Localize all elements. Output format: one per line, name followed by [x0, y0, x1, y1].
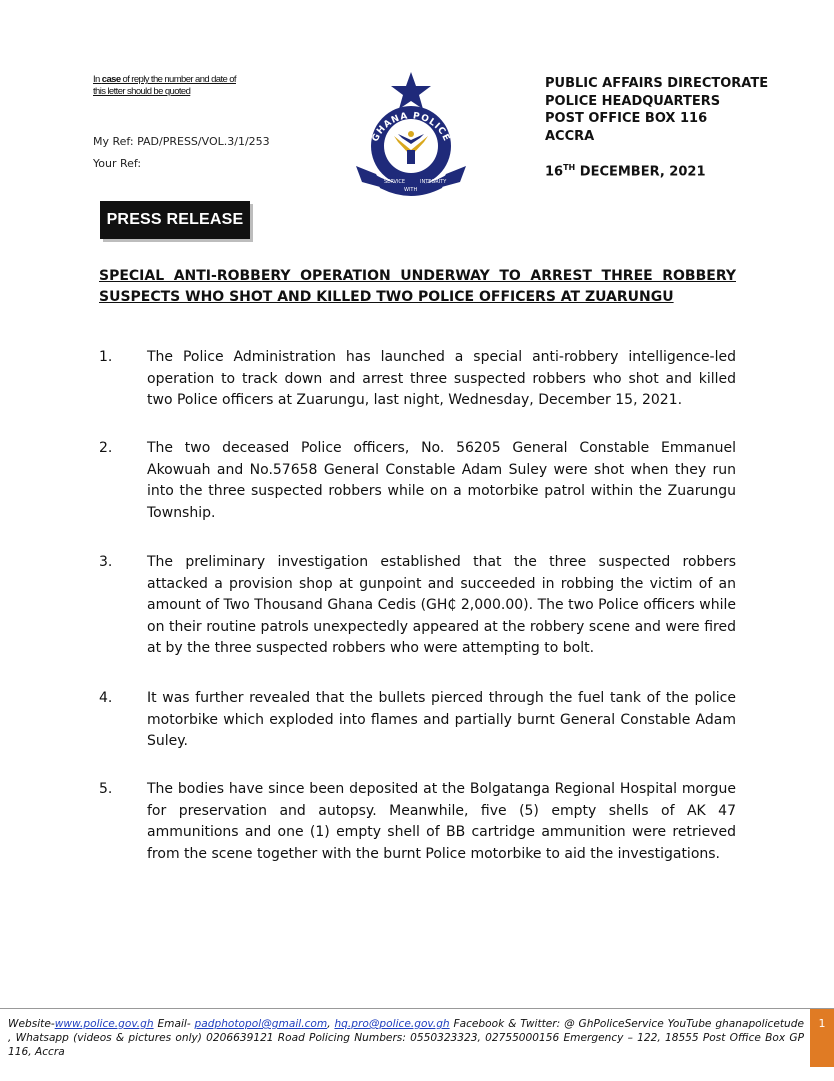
svg-text:SERVICE: SERVICE — [384, 179, 406, 185]
svg-text:GHANA POLICE: GHANA POLICE — [370, 111, 452, 144]
svg-text:WITH: WITH — [404, 187, 418, 193]
email-link-padphotopol[interactable]: padphotopol@gmail.com — [194, 1018, 328, 1030]
paragraph-text: The two deceased Police officers, No. 56205 General Constable Emmanuel Akowuah and No.57658 General Constable Adam Suley were shot when they run into the three suspected robbers while on a motorbike patrol within the Zuarungu Township. — [147, 440, 736, 521]
paragraph-2 — [99, 438, 736, 524]
address-line: ACCRA — [545, 128, 595, 144]
paragraph-text: The Police Administration has launched a special anti-robbery intelligence-led operation to track down and arrest three suspected robbers who shot and killed two Police officers at Zuarungu, last night, Wednesday, December 15, 2021. — [147, 349, 736, 409]
paragraph-text: It was further revealed that the bullets pierced through the fuel tank of the police motorbike which exploded into flames and partially burnt General Constable Adam Suley. — [147, 690, 736, 750]
star-icon — [391, 72, 431, 109]
address-line: POLICE HEADQUARTERS — [545, 93, 721, 109]
paragraph-number: 2. — [99, 440, 113, 456]
page-footer — [0, 1008, 834, 1081]
ghana-police-logo — [354, 70, 468, 198]
headline: SPECIAL ANTI-ROBBERY OPERATION UNDERWAY TO ARREST THREE ROBBERY SUSPECTS WHO SHOT AND KILLED TWO POLICE OFFICERS AT ZUARUNGU — [99, 268, 736, 305]
footer-contact-info: Website-www.police.gov.gh Email- padphotopol@gmail.com, hq.pro@police.gov.gh Facebook & Twitter: @ GhPoliceService YouTube ghanapolicetude , Whatsapp (videos & pictures only) 0206639121 Road Policing Numbers: 0550323323, 02755000156 Emergency – 122, 18555 Post Office Box GP 116, Accra — [8, 1018, 804, 1058]
paragraph-text: The preliminary investigation established that the three suspected robbers attacked a provision shop at gunpoint and succeeded in robbing the victim of an amount of Two Thousand Ghana Cedis (GH₵ 2,000.00). The two Police officers while on their routine patrols unexpectedly appeared at the robbery scene and were fired at by the three suspected robbers who were attempting to bolt. — [147, 554, 736, 657]
svg-text:INTEGRITY: INTEGRITY — [420, 179, 447, 185]
address-line: PUBLIC AFFAIRS DIRECTORATE — [545, 76, 769, 91]
directorate-address — [545, 75, 768, 145]
reply-note-bold: case — [101, 74, 121, 85]
my-ref: My Ref: PAD/PRESS/VOL.3/1/253 — [93, 135, 270, 148]
page-number-tab: 1 — [810, 1009, 834, 1067]
press-release-badge — [100, 201, 250, 239]
paragraph-number: 5. — [99, 781, 113, 797]
email-link-hq-pro[interactable]: hq.pro@police.gov.gh — [334, 1018, 450, 1030]
release-date: 16TH DECEMBER, 2021 — [545, 163, 706, 180]
address-line: POST OFFICE BOX 116 — [545, 111, 708, 126]
press-release-label: PRESS RELEASE — [106, 211, 244, 228]
paragraph-number: 4. — [99, 690, 113, 706]
paragraph-text: The bodies have since been deposited at the Bolgatanga Regional Hospital morgue for preservation and autopsy. Meanwhile, five (5) empty shells of AK 47 ammunitions and one (1) empty shell of BB cartridge ammunition were retrieved from the scene together with the burnt Police motorbike to aid the investigations. — [147, 781, 736, 862]
paragraph-3 — [99, 552, 736, 660]
website-link[interactable]: www.police.gov.gh — [54, 1018, 154, 1030]
paragraph-4 — [99, 688, 736, 753]
paragraph-1 — [99, 347, 736, 412]
paragraph-number: 1. — [99, 349, 113, 365]
paragraph-5 — [99, 779, 736, 865]
reply-instruction-note: In case of reply the number and date of this letter should be quoted — [93, 74, 236, 97]
paragraph-number: 3. — [99, 554, 113, 570]
your-ref: Your Ref: — [93, 157, 142, 170]
